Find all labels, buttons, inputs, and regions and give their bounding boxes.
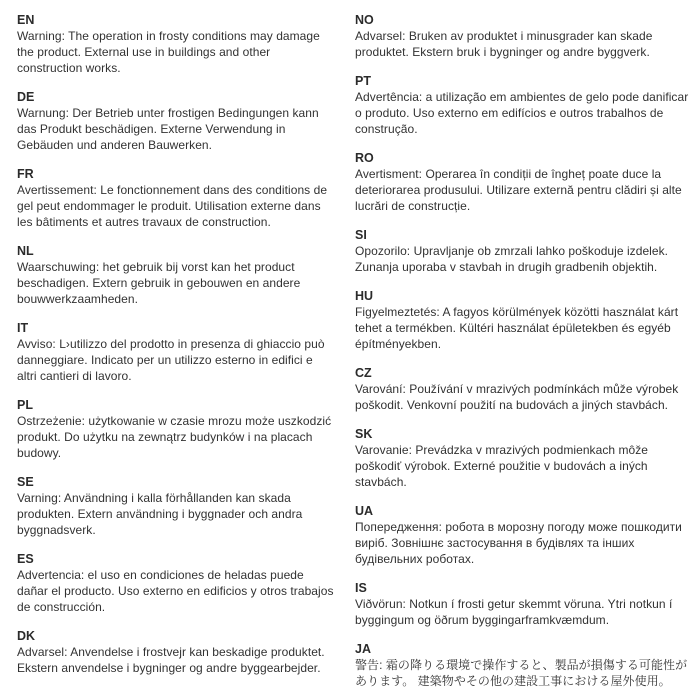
warning-text: Viðvörun: Notkun í frosti getur skemmt vöruna. Ytri notkun í byggingum og öðrum byggingarframkvæmdum. xyxy=(355,597,673,627)
language-code-label: IT xyxy=(17,321,29,335)
warning-text: Warning: The operation in frosty conditions may damage the product. External use in buildings and other construction works. xyxy=(17,29,320,75)
language-code-label: SI xyxy=(355,228,367,242)
language-code-label: NO xyxy=(355,13,374,27)
warning-text: Avertissement: Le fonctionnement dans des conditions de gel peut endommager le produit. Utilisation externe dans les bâtiments et autres travaux de construction. xyxy=(17,183,328,229)
warning-text: Opozorilo: Upravljanje ob zmrzali lahko poškoduje izdelek. Zunanja uporaba v stavbah in drugih gradbenih objektih. xyxy=(355,244,669,274)
warning-text: 警告: 霜の降りる環境で操作すると、製品が損傷する可能性があります。 建築物やその他の建設工事における屋外使用。 xyxy=(355,658,688,688)
language-code-label: JA xyxy=(355,642,371,656)
left-column xyxy=(17,12,335,700)
warning-section-en xyxy=(17,12,335,76)
warning-text: Advarsel: Bruken av produktet i minusgrader kan skade produktet. Ekstern bruk i bygninger og andre byggverk. xyxy=(355,29,653,59)
warning-text: Advertencia: el uso en condiciones de heladas puede dañar el producto. Uso externo en edificios y otros trabajos de construcción. xyxy=(17,568,334,614)
warning-section-ua xyxy=(355,503,692,567)
warning-section-pt xyxy=(355,73,692,137)
warning-section-ro xyxy=(355,150,692,214)
warning-section-de xyxy=(17,89,335,153)
warning-section-es xyxy=(17,551,335,615)
warning-section-dk xyxy=(17,628,335,676)
warning-section-ja xyxy=(355,641,692,689)
warning-text: Advertência: a utilização em ambientes de gelo pode danificar o produto. Uso externo em edifícios e outros trabalhos de construção. xyxy=(355,90,689,136)
language-code-label: RO xyxy=(355,151,374,165)
warning-section-si xyxy=(355,227,692,275)
warning-section-no xyxy=(355,12,692,60)
warning-text: Advarsel: Anvendelse i frostvejr kan beskadige produktet. Ekstern anvendelse i bygninger og andre byggearbejder. xyxy=(17,645,325,675)
warning-section-cz xyxy=(355,365,692,413)
warning-text: Varning: Användning i kalla förhållanden kan skada produkten. Extern användning i byggnader och andra byggnadsverk. xyxy=(17,491,303,537)
language-code-label: SK xyxy=(355,427,373,441)
warning-text: Figyelmeztetés: A fagyos körülmények közötti használat kárt tehet a termékben. Kültéri használat épületekben és egyéb építményekben. xyxy=(355,305,679,351)
warning-section-hu xyxy=(355,288,692,352)
language-code-label: FR xyxy=(17,167,34,181)
language-code-label: NL xyxy=(17,244,34,258)
warning-section-se xyxy=(17,474,335,538)
warning-text: Ostrzeżenie: użytkowanie w czasie mrozu może uszkodzić produkt. Do użytku na zewnątrz budynków i na placach budowy. xyxy=(17,414,332,460)
language-code-label: CZ xyxy=(355,366,372,380)
warning-text: Warnung: Der Betrieb unter frostigen Bedingungen kann das Produkt beschädigen. Externe Verwendung in Gebäuden und anderen Bauwerken. xyxy=(17,106,319,152)
language-code-label: DE xyxy=(17,90,35,104)
warning-text: Avviso: L›utilizzo del prodotto in presenza di ghiaccio può danneggiare. Indicato per un utilizzo esterno in edifici e altri cantieri di lavoro. xyxy=(17,337,325,383)
warning-section-pl xyxy=(17,397,335,461)
warning-section-sk xyxy=(355,426,692,490)
language-code-label: DK xyxy=(17,629,36,643)
warning-text: Waarschuwing: het gebruik bij vorst kan het product beschadigen. Extern gebruik in gebouwen en andere bouwwerkzaamheden. xyxy=(17,260,301,306)
language-code-label: PT xyxy=(355,74,371,88)
language-code-label: IS xyxy=(355,581,367,595)
language-code-label: SE xyxy=(17,475,34,489)
language-code-label: ES xyxy=(17,552,34,566)
right-column xyxy=(355,12,692,700)
warning-text: Avertisment: Operarea în condiții de îngheț poate duce la deteriorarea produsului. Utilizare externă pentru clădiri și alte lucrări de construcție. xyxy=(355,167,682,213)
language-code-label: PL xyxy=(17,398,33,412)
warning-section-fr xyxy=(17,166,335,230)
warning-text: Varovanie: Prevádzka v mrazivých podmienkach môže poškodiť výrobok. Externé použitie v budovách a iných stavbách. xyxy=(355,443,649,489)
warning-text: Попередження: робота в морозну погоду може пошкодити виріб. Зовнішнє застосування в будівлях та інших будівельних роботах. xyxy=(355,520,682,566)
language-code-label: HU xyxy=(355,289,374,303)
warning-section-nl xyxy=(17,243,335,307)
warning-section-is xyxy=(355,580,692,628)
language-code-label: EN xyxy=(17,13,35,27)
warning-text: Varování: Používání v mrazivých podmínkách může výrobek poškodit. Venkovní použití na budovách a jiných stavbách. xyxy=(355,382,679,412)
warning-section-it xyxy=(17,320,335,384)
language-code-label: UA xyxy=(355,504,374,518)
